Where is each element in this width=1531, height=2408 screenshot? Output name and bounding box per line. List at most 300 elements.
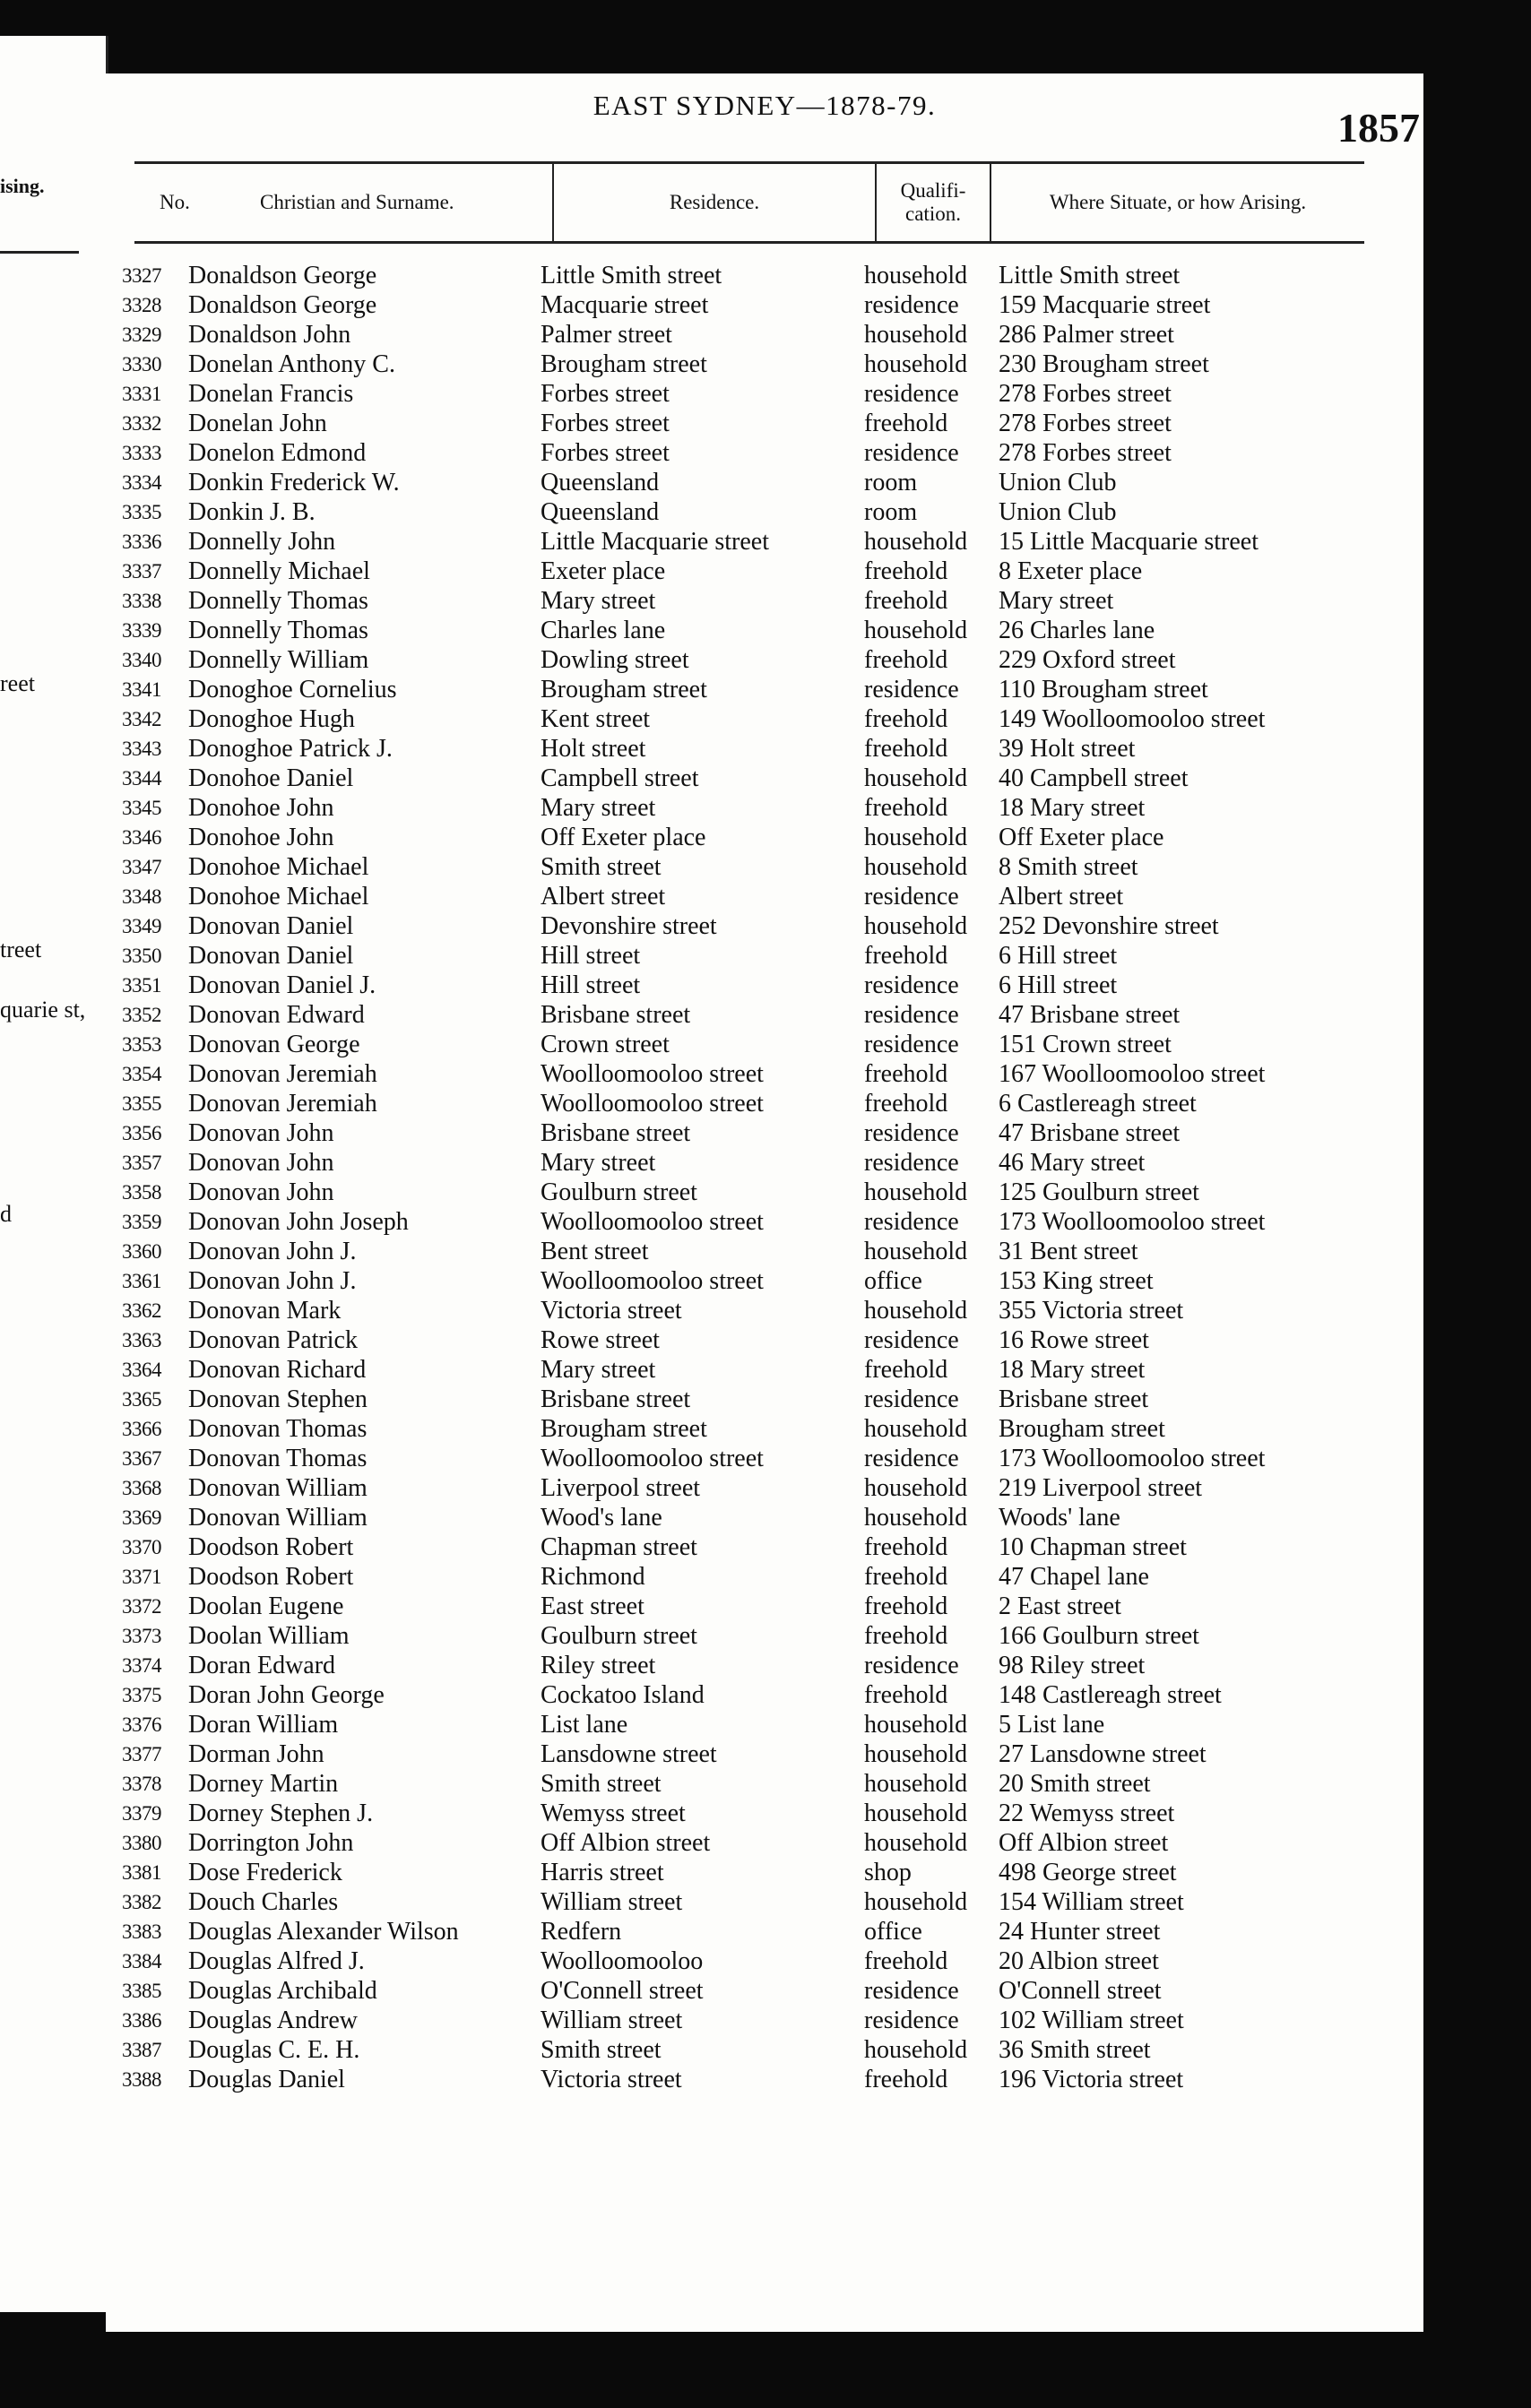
elector-name: Donovan Richard	[188, 1356, 367, 1384]
entry-number: 3338	[122, 590, 161, 612]
elector-name: Douglas Archibald	[188, 1977, 377, 2005]
entry-number: 3347	[122, 856, 161, 878]
where-situate-cell: 20 Albion street	[999, 1947, 1159, 1975]
entry-number: 3345	[122, 797, 161, 819]
residence-cell: Woolloomooloo street	[541, 1060, 764, 1088]
elector-name: Doran John George	[188, 1681, 385, 1709]
elector-name: Donovan Thomas	[188, 1445, 368, 1472]
residence-cell: Queensland	[541, 498, 660, 526]
table-row	[106, 883, 1423, 912]
where-situate-cell: 31 Bent street	[999, 1238, 1138, 1265]
residence-cell: List lane	[541, 1711, 628, 1739]
table-row	[106, 853, 1423, 883]
elector-name: Dorney Martin	[188, 1770, 339, 1798]
elector-name: Donovan Jeremiah	[188, 1090, 377, 1118]
residence-cell: Wood's lane	[541, 1504, 662, 1532]
table-row	[106, 1800, 1423, 1829]
entry-number: 3371	[122, 1566, 161, 1588]
entry-number: 3351	[122, 974, 161, 997]
qualification-cell: residence	[864, 1031, 959, 1058]
elector-name: Doolan William	[188, 1622, 350, 1650]
qualification-cell: household	[864, 1238, 968, 1265]
elector-name: Dorney Stephen J.	[188, 1800, 374, 1827]
qualification-cell: residence	[864, 1001, 959, 1029]
entry-number: 3370	[122, 1536, 161, 1558]
qualification-cell: household	[864, 1474, 968, 1502]
where-situate-cell: 149 Woolloomooloo street	[999, 705, 1266, 733]
elector-name: Donnelly Michael	[188, 557, 370, 585]
entry-number: 3337	[122, 560, 161, 583]
elector-name: Doolan Eugene	[188, 1592, 344, 1620]
qualification-cell: freehold	[864, 735, 948, 763]
where-situate-cell: 196 Victoria street	[999, 2066, 1184, 2093]
qualification-cell: residence	[864, 676, 959, 703]
table-row	[106, 1918, 1423, 1947]
facing-page-fragment: treet	[0, 936, 42, 962]
where-situate-cell: 5 List lane	[999, 1711, 1105, 1739]
residence-cell: Goulburn street	[541, 1178, 697, 1206]
elector-name: Doodson Robert	[188, 1563, 354, 1591]
entry-number: 3364	[122, 1359, 161, 1381]
residence-cell: Brisbane street	[541, 1119, 691, 1147]
elector-name: Douglas Daniel	[188, 2066, 345, 2093]
facing-page-edge	[0, 36, 108, 2312]
residence-cell: Mary street	[541, 1356, 656, 1384]
qualification-cell: household	[864, 1711, 968, 1739]
entry-number: 3329	[122, 324, 161, 346]
entry-number: 3350	[122, 945, 161, 967]
entry-number: 3369	[122, 1506, 161, 1529]
qualification-cell: shop	[864, 1859, 912, 1886]
facing-page-rule	[0, 251, 79, 254]
table-row	[106, 2036, 1423, 2066]
where-situate-cell: 173 Woolloomooloo street	[999, 1445, 1266, 1472]
elector-name: Donovan William	[188, 1474, 368, 1502]
residence-cell: Woolloomooloo street	[541, 1267, 764, 1295]
where-situate-cell: 229 Oxford street	[999, 646, 1176, 674]
entry-number: 3386	[122, 2009, 161, 2032]
where-situate-cell: Little Smith street	[999, 262, 1181, 289]
entry-number: 3378	[122, 1773, 161, 1795]
residence-cell: Albert street	[541, 883, 666, 911]
table-row	[106, 1947, 1423, 1977]
table-row	[106, 410, 1423, 439]
table-row	[106, 971, 1423, 1001]
elector-name: Donovan Thomas	[188, 1415, 368, 1443]
entry-number: 3363	[122, 1329, 161, 1351]
entry-number: 3342	[122, 708, 161, 730]
qualification-cell: household	[864, 617, 968, 644]
where-situate-cell: 148 Castlereagh street	[999, 1681, 1222, 1709]
table-row	[106, 1326, 1423, 1356]
where-situate-cell: 355 Victoria street	[999, 1297, 1184, 1325]
entry-number: 3332	[122, 412, 161, 435]
entry-number: 3344	[122, 767, 161, 790]
qualification-cell: household	[864, 853, 968, 881]
residence-cell: Little Smith street	[541, 262, 722, 289]
residence-cell: Richmond	[541, 1563, 645, 1591]
elector-name: Doran William	[188, 1711, 339, 1739]
entry-number: 3372	[122, 1595, 161, 1618]
qualification-cell: household	[864, 1297, 968, 1325]
residence-cell: Mary street	[541, 1149, 656, 1177]
where-situate-cell: O'Connell street	[999, 1977, 1162, 2005]
table-row	[106, 1238, 1423, 1267]
entry-number: 3356	[122, 1122, 161, 1144]
residence-cell: Liverpool street	[541, 1474, 701, 1502]
table-row	[106, 1622, 1423, 1652]
qualification-cell: office	[864, 1267, 922, 1295]
qualification-cell: household	[864, 262, 968, 289]
where-situate-cell: 26 Charles lane	[999, 617, 1155, 644]
entry-number: 3365	[122, 1388, 161, 1411]
qualification-cell: residence	[864, 1445, 959, 1472]
entry-number: 3328	[122, 294, 161, 316]
page-number: 1857	[1337, 105, 1420, 151]
elector-name: Donovan Edward	[188, 1001, 365, 1029]
elector-name: Douglas Andrew	[188, 2007, 358, 2034]
qualification-cell: household	[864, 2036, 968, 2064]
qualification-cell: household	[864, 1740, 968, 1768]
elector-name: Donelan Anthony C.	[188, 350, 395, 378]
entry-number: 3361	[122, 1270, 161, 1292]
qualification-cell: household	[864, 1415, 968, 1443]
facing-page-header-fragment: ising.	[0, 175, 45, 197]
where-situate-cell: 98 Riley street	[999, 1652, 1146, 1679]
entry-number: 3376	[122, 1713, 161, 1736]
where-situate-cell: Woods' lane	[999, 1504, 1120, 1532]
entry-number: 3377	[122, 1743, 161, 1765]
residence-cell: Cockatoo Island	[541, 1681, 705, 1709]
table-row	[106, 1445, 1423, 1474]
table-row	[106, 1208, 1423, 1238]
residence-cell: Forbes street	[541, 439, 670, 467]
elector-name: Doodson Robert	[188, 1533, 354, 1561]
elector-name: Donovan George	[188, 1031, 360, 1058]
where-situate-cell: 6 Hill street	[999, 971, 1118, 999]
elector-name: Donovan Daniel J.	[188, 971, 376, 999]
elector-name: Donohoe Michael	[188, 883, 369, 911]
qualification-cell: residence	[864, 1208, 959, 1236]
column-header-qualification	[877, 164, 991, 241]
table-row	[106, 439, 1423, 469]
table-row	[106, 1652, 1423, 1681]
elector-name: Dorman John	[188, 1740, 324, 1768]
residence-cell: Brougham street	[541, 676, 707, 703]
column-header-where: Where Situate, or how Arising.	[1049, 190, 1307, 213]
entry-number: 3381	[122, 1861, 161, 1884]
residence-cell: East street	[541, 1592, 644, 1620]
qualification-cell: freehold	[864, 587, 948, 615]
where-situate-cell: Union Club	[999, 469, 1117, 496]
residence-cell: Redfern	[541, 1918, 622, 1946]
table-row	[106, 1829, 1423, 1859]
table-row	[106, 498, 1423, 528]
table-row	[106, 735, 1423, 764]
elector-name: Donelon Edmond	[188, 439, 367, 467]
table-row	[106, 1681, 1423, 1711]
residence-cell: Hill street	[541, 971, 641, 999]
qualification-cell: freehold	[864, 794, 948, 822]
entry-number: 3336	[122, 531, 161, 553]
qualification-cell: residence	[864, 1977, 959, 2005]
entry-number: 3368	[122, 1477, 161, 1499]
where-situate-cell: 24 Hunter street	[999, 1918, 1161, 1946]
where-situate-cell: 286 Palmer street	[999, 321, 1174, 349]
entry-number: 3343	[122, 738, 161, 760]
entry-number: 3327	[122, 264, 161, 287]
qualification-cell: residence	[864, 2007, 959, 2034]
entry-number: 3388	[122, 2068, 161, 2091]
qualification-cell: residence	[864, 1385, 959, 1413]
where-situate-cell: 47 Chapel lane	[999, 1563, 1149, 1591]
residence-cell: Brougham street	[541, 1415, 707, 1443]
where-situate-cell: 47 Brisbane street	[999, 1001, 1181, 1029]
facing-page-fragment: quarie st,	[0, 997, 86, 1023]
residence-cell: Campbell street	[541, 764, 699, 792]
residence-cell: Dowling street	[541, 646, 689, 674]
table-row	[106, 1977, 1423, 2007]
table-row	[106, 1267, 1423, 1297]
elector-name: Donaldson John	[188, 321, 351, 349]
table-row	[106, 1415, 1423, 1445]
table-row	[106, 1178, 1423, 1208]
qualification-cell: freehold	[864, 1622, 948, 1650]
residence-cell: Smith street	[541, 853, 662, 881]
entry-number: 3362	[122, 1299, 161, 1322]
table-row	[106, 350, 1423, 380]
column-header-no: No.	[160, 190, 190, 213]
qualification-cell: household	[864, 1800, 968, 1827]
residence-cell: Macquarie street	[541, 291, 709, 319]
elector-name: Donnelly Thomas	[188, 587, 368, 615]
qualification-cell: residence	[864, 439, 959, 467]
table-row	[106, 676, 1423, 705]
table-row	[106, 1001, 1423, 1031]
column-header-residence: Residence.	[554, 164, 877, 241]
where-situate-cell: 102 William street	[999, 2007, 1184, 2034]
elector-name: Donoghoe Hugh	[188, 705, 355, 733]
where-situate-cell: 15 Little Macquarie street	[999, 528, 1259, 556]
qualification-cell: household	[864, 528, 968, 556]
entry-number: 3380	[122, 1832, 161, 1854]
table-row	[106, 1356, 1423, 1385]
where-situate-cell: 167 Woolloomooloo street	[999, 1060, 1266, 1088]
where-situate-cell: 110 Brougham street	[999, 676, 1208, 703]
entry-number: 3341	[122, 678, 161, 701]
entry-number: 3357	[122, 1152, 161, 1174]
where-situate-cell: 10 Chapman street	[999, 1533, 1187, 1561]
elector-name: Dose Frederick	[188, 1859, 342, 1886]
elector-name: Donovan John	[188, 1149, 334, 1177]
facing-page-fragment: reet	[0, 670, 35, 696]
entry-number: 3346	[122, 826, 161, 849]
where-situate-cell: 2 East street	[999, 1592, 1121, 1620]
where-situate-cell: 278 Forbes street	[999, 380, 1172, 408]
entry-number: 3339	[122, 619, 161, 642]
entry-number: 3348	[122, 885, 161, 908]
qualification-cell: residence	[864, 1119, 959, 1147]
qualification-cell: freehold	[864, 1592, 948, 1620]
elector-name: Donnelly Thomas	[188, 617, 368, 644]
elector-name: Donoghoe Patrick J.	[188, 735, 393, 763]
residence-cell: Devonshire street	[541, 912, 717, 940]
where-situate-cell: Mary street	[999, 587, 1114, 615]
elector-name: Donohoe Daniel	[188, 764, 354, 792]
qualification-cell: residence	[864, 971, 959, 999]
where-situate-cell: 153 King street	[999, 1267, 1154, 1295]
elector-name: Donovan John Joseph	[188, 1208, 409, 1236]
residence-cell: Bent street	[541, 1238, 649, 1265]
table-row	[106, 646, 1423, 676]
residence-cell: Mary street	[541, 794, 656, 822]
qualification-cell: household	[864, 824, 968, 851]
where-situate-cell: 230 Brougham street	[999, 350, 1209, 378]
entry-number: 3333	[122, 442, 161, 464]
elector-name: Donnelly John	[188, 528, 336, 556]
where-situate-cell: 173 Woolloomooloo street	[999, 1208, 1266, 1236]
where-situate-cell: 22 Wemyss street	[999, 1800, 1175, 1827]
table-row	[106, 1297, 1423, 1326]
elector-name: Dorrington John	[188, 1829, 354, 1857]
facing-page-fragment: d	[0, 1201, 12, 1227]
elector-name: Douglas C. E. H.	[188, 2036, 360, 2064]
table-row	[106, 1563, 1423, 1592]
qualification-cell: household	[864, 1178, 968, 1206]
elector-name: Donkin Frederick W.	[188, 469, 400, 496]
table-row	[106, 469, 1423, 498]
table-row	[106, 617, 1423, 646]
qualification-cell: freehold	[864, 1681, 948, 1709]
qualification-cell: residence	[864, 291, 959, 319]
table-row	[106, 1740, 1423, 1770]
qualification-cell: residence	[864, 883, 959, 911]
qualification-cell: household	[864, 912, 968, 940]
where-situate-cell: Union Club	[999, 498, 1117, 526]
qualification-cell: freehold	[864, 557, 948, 585]
residence-cell: Victoria street	[541, 2066, 682, 2093]
where-situate-cell: 39 Holt street	[999, 735, 1136, 763]
elector-name: Donelan Francis	[188, 380, 354, 408]
residence-cell: Forbes street	[541, 380, 670, 408]
where-situate-cell: 166 Goulburn street	[999, 1622, 1199, 1650]
entry-number: 3355	[122, 1092, 161, 1115]
qualification-cell: freehold	[864, 410, 948, 437]
elector-name: Donohoe Michael	[188, 853, 369, 881]
qualification-cell: room	[864, 498, 918, 526]
entry-number: 3353	[122, 1033, 161, 1056]
qualification-cell: freehold	[864, 1533, 948, 1561]
table-row	[106, 1031, 1423, 1060]
entry-number: 3334	[122, 471, 161, 494]
entry-number: 3358	[122, 1181, 161, 1204]
table-row	[106, 2066, 1423, 2095]
qualification-cell: freehold	[864, 646, 948, 674]
where-situate-cell: 20 Smith street	[999, 1770, 1151, 1798]
qualification-cell: residence	[864, 1149, 959, 1177]
qualification-cell: household	[864, 1504, 968, 1532]
table-row	[106, 1060, 1423, 1090]
qualification-cell: household	[864, 1829, 968, 1857]
residence-cell: Riley street	[541, 1652, 656, 1679]
qualification-cell: freehold	[864, 1947, 948, 1975]
qualification-cell: freehold	[864, 1090, 948, 1118]
entry-number: 3387	[122, 2039, 161, 2061]
where-situate-cell: 125 Goulburn street	[999, 1178, 1199, 1206]
table-row	[106, 912, 1423, 942]
elector-name: Donovan John	[188, 1178, 334, 1206]
entry-number: 3340	[122, 649, 161, 671]
where-situate-cell: 154 William street	[999, 1888, 1184, 1916]
residence-cell: Holt street	[541, 735, 646, 763]
elector-name: Douch Charles	[188, 1888, 339, 1916]
table-row	[106, 942, 1423, 971]
entry-number: 3354	[122, 1063, 161, 1085]
elector-name: Donovan Jeremiah	[188, 1060, 377, 1088]
residence-cell: Victoria street	[541, 1297, 682, 1325]
table-row	[106, 1770, 1423, 1800]
qualification-cell: freehold	[864, 1563, 948, 1591]
elector-name: Donkin J. B.	[188, 498, 316, 526]
where-situate-cell: 40 Campbell street	[999, 764, 1189, 792]
qualification-cell: residence	[864, 1652, 959, 1679]
where-situate-cell: 278 Forbes street	[999, 410, 1172, 437]
where-situate-cell: 18 Mary street	[999, 794, 1146, 822]
elector-name: Douglas Alfred J.	[188, 1947, 365, 1975]
residence-cell: Little Macquarie street	[541, 528, 769, 556]
table-row	[106, 262, 1423, 291]
where-situate-cell: 278 Forbes street	[999, 439, 1172, 467]
header-no-name-cell	[134, 164, 554, 241]
entry-number: 3384	[122, 1950, 161, 1972]
table-row	[106, 1474, 1423, 1504]
table-row	[106, 557, 1423, 587]
qualification-cell: household	[864, 350, 968, 378]
entry-number: 3359	[122, 1211, 161, 1233]
residence-cell: Smith street	[541, 1770, 662, 1798]
running-head: EAST SYDNEY—1878-79.	[593, 90, 937, 121]
table-row	[106, 1533, 1423, 1563]
table-row	[106, 1119, 1423, 1149]
table-header	[134, 161, 1364, 244]
qualification-cell: residence	[864, 380, 959, 408]
qualification-cell: household	[864, 321, 968, 349]
residence-cell: Wemyss street	[541, 1800, 686, 1827]
elector-name: Donovan William	[188, 1504, 368, 1532]
residence-cell: Palmer street	[541, 321, 672, 349]
table-row	[106, 764, 1423, 794]
elector-name: Donovan Daniel	[188, 942, 354, 970]
elector-name: Doran Edward	[188, 1652, 336, 1679]
table-row	[106, 2007, 1423, 2036]
where-situate-cell: Off Exeter place	[999, 824, 1164, 851]
column-header-qualification-label: Qualifi- cation.	[900, 178, 966, 225]
where-situate-cell: 219 Liverpool street	[999, 1474, 1203, 1502]
residence-cell: O'Connell street	[541, 1977, 704, 2005]
qualification-cell: residence	[864, 1326, 959, 1354]
elector-name: Donovan Stephen	[188, 1385, 368, 1413]
residence-cell: Smith street	[541, 2036, 662, 2064]
elector-name: Donohoe John	[188, 824, 334, 851]
entry-number: 3366	[122, 1418, 161, 1440]
table-row	[106, 1592, 1423, 1622]
residence-cell: Rowe street	[541, 1326, 660, 1354]
residence-cell: Crown street	[541, 1031, 670, 1058]
elector-name: Donovan John J.	[188, 1238, 357, 1265]
elector-name: Donovan Mark	[188, 1297, 342, 1325]
qualification-cell: office	[864, 1918, 922, 1946]
entry-number: 3331	[122, 383, 161, 405]
